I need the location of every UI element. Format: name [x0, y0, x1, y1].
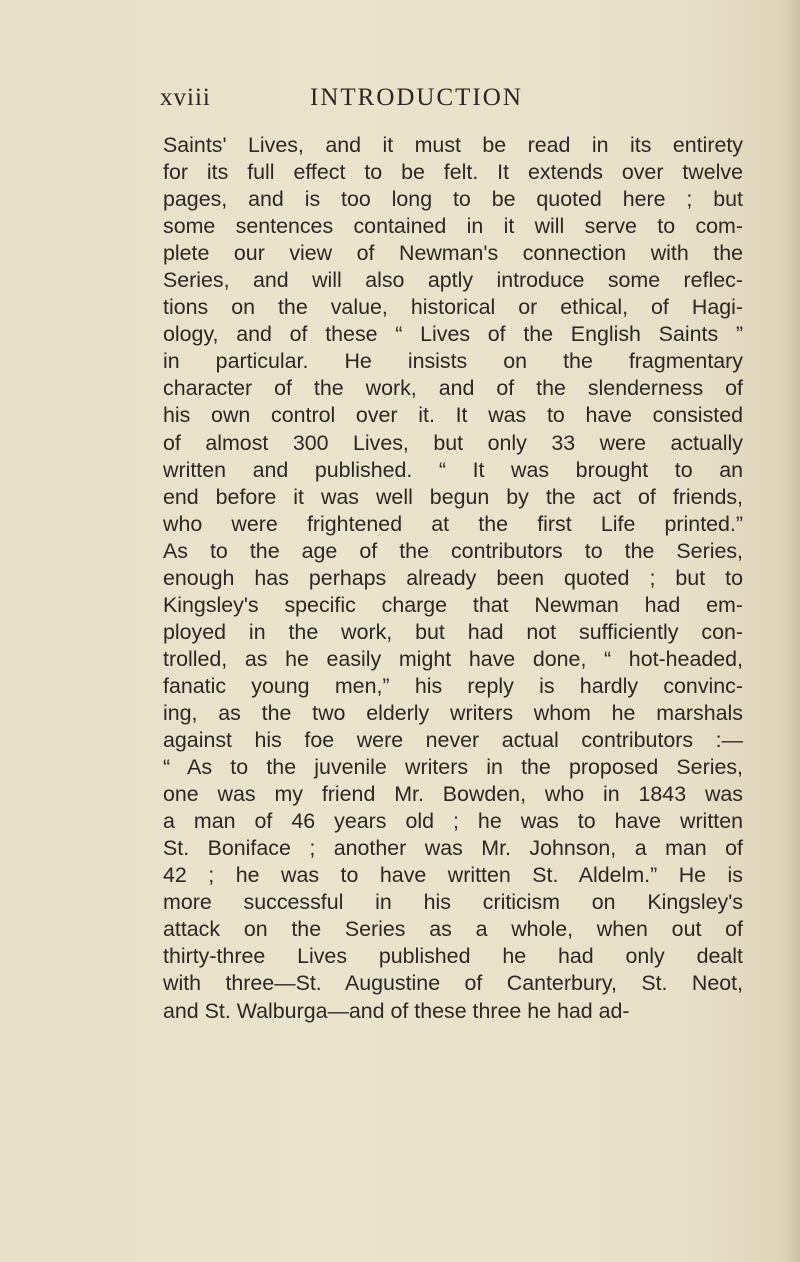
text-line: character of the work, and of the slenderness of: [163, 376, 743, 401]
text-line: As to the age of the contributors to the Series,: [163, 538, 743, 563]
text-line: against his foe were never actual contributors :—: [163, 728, 743, 753]
text-line: ology, and of these “ Lives of the English Saints ”: [163, 322, 743, 347]
text-line: attack on the Series as a whole, when out of: [163, 917, 743, 942]
page-number: xviii: [160, 84, 211, 111]
text-line: for its full effect to be felt. It extends over twelve: [163, 160, 743, 185]
text-line: 42 ; he was to have written St. Aldelm.” He is: [163, 863, 743, 888]
text-line: thirty-three Lives published he had only dealt: [163, 944, 743, 969]
text-line: in particular. He insists on the fragmentary: [163, 349, 743, 374]
text-line: tions on the value, historical or ethical, of Hagi-: [163, 295, 743, 320]
text-line: his own control over it. It was to have consisted: [163, 403, 743, 428]
text-line: “ As to the juvenile writers in the proposed Series,: [163, 755, 743, 780]
text-line: Series, and will also aptly introduce some reflec-: [163, 268, 743, 293]
page-edge-shadow: [782, 0, 800, 1262]
text-line: Saints' Lives, and it must be read in its entirety: [163, 133, 743, 157]
text-line: trolled, as he easily might have done, “ hot-headed,: [163, 646, 743, 671]
text-line: pages, and is too long to be quoted here ; but: [163, 187, 743, 212]
text-line: a man of 46 years old ; he was to have written: [163, 809, 743, 834]
text-line: more successful in his criticism on Kingsley's: [163, 890, 743, 915]
body-text: [163, 132, 743, 1025]
text-line: St. Boniface ; another was Mr. Johnson, a man of: [163, 836, 743, 861]
text-line: some sentences contained in it will serve to com-: [163, 214, 743, 239]
text-line: end before it was well begun by the act of friends,: [163, 484, 743, 509]
text-line: one was my friend Mr. Bowden, who in 1843 was: [163, 782, 743, 807]
text-line: and St. Walburga—and of these three he had ad-: [163, 998, 630, 1023]
text-line: of almost 300 Lives, but only 33 were actually: [163, 430, 743, 455]
text-line: written and published. “ It was brought to an: [163, 457, 743, 482]
text-line: enough has perhaps already been quoted ; but to: [163, 565, 743, 590]
text-line: ing, as the two elderly writers whom he marshals: [163, 700, 743, 725]
text-line: Kingsley's specific charge that Newman had em-: [163, 592, 743, 617]
text-line: fanatic young men,” his reply is hardly convinc-: [163, 673, 743, 698]
text-line: with three—St. Augustine of Canterbury, St. Neot,: [163, 971, 743, 996]
page-header: [160, 84, 610, 124]
running-head: INTRODUCTION: [310, 84, 523, 111]
text-line: who were frightened at the first Life printed.”: [163, 511, 743, 536]
text-line: plete our view of Newman's connection with the: [163, 241, 743, 266]
text-line: ployed in the work, but had not sufficiently con-: [163, 619, 743, 644]
